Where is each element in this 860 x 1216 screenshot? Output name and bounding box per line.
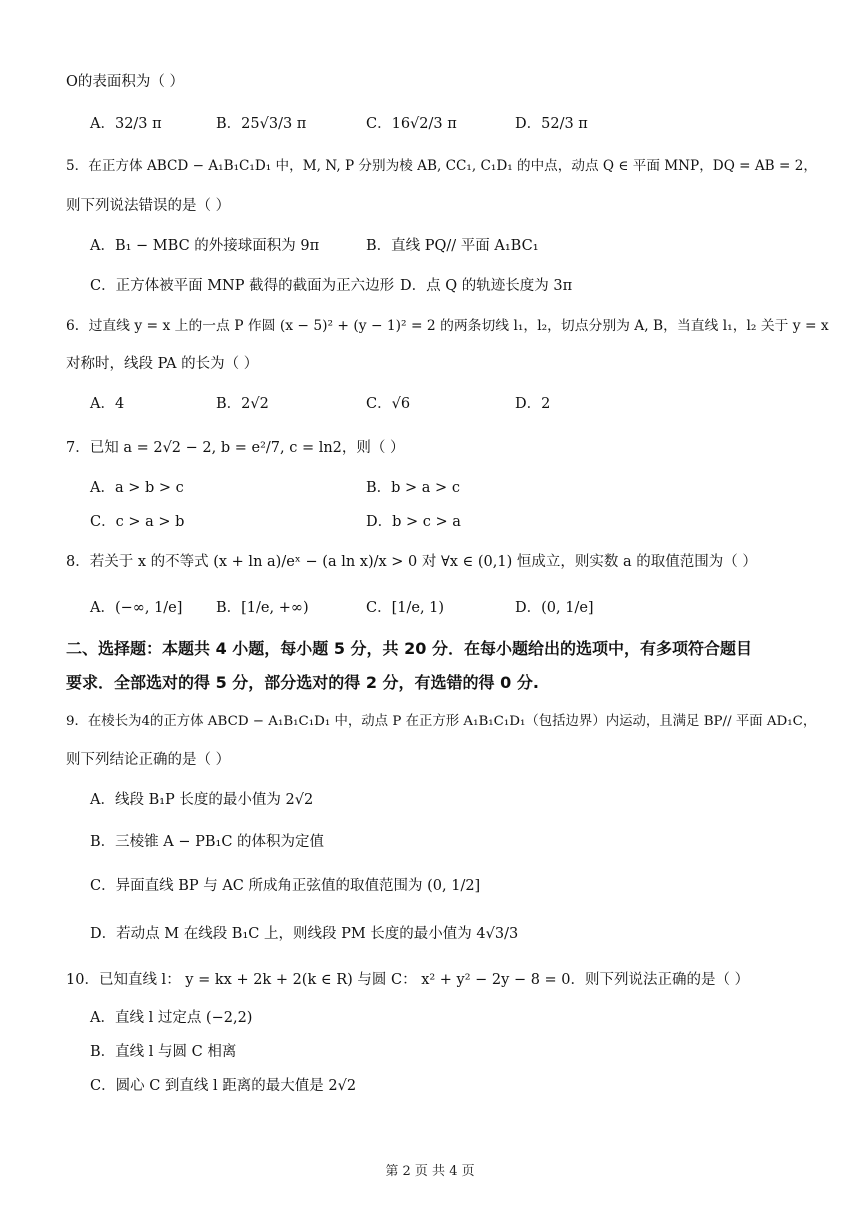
q10-option-b: B．直线 l 与圆 C 相离 [90,1044,237,1060]
q6-option-d: D．2 [515,396,551,412]
q4-option-b: B．25√3/3 π [216,116,307,132]
q8-option-a: A．(−∞, 1/e] [90,600,183,616]
q9-stem-line-2: 则下列结论正确的是（ ） [66,752,231,768]
q6-stem-line-2: 对称时，线段 PA 的长为（ ） [66,356,259,372]
q9-option-b: B．三棱锥 A − PB₁C 的体积为定值 [90,834,325,850]
q6-option-a: A．4 [90,396,125,412]
q8-stem: 8．若关于 x 的不等式 (x + ln a)/eˣ − (a ln x)/x > 0 对 ∀x ∈ (0,1) 恒成立，则实数 a 的取值范围为（ ） [66,554,757,570]
q5-stem-line-1: 5．在正方体 ABCD − A₁B₁C₁D₁ 中，M, N, P 分别为棱 AB, CC₁, C₁D₁ 的中点，动点 Q ∈ 平面 MNP，DQ = AB = 2， [66,158,817,174]
q10-stem: 10．已知直线 l： y = kx + 2k + 2(k ∈ R) 与圆 C： x² + y² − 2y − 8 = 0．则下列说法正确的是（ ） [66,972,750,988]
q7-stem: 7．已知 a = 2√2 − 2, b = e²/7, c = ln2，则（ ） [66,440,405,456]
q5-option-b: B．直线 PQ// 平面 A₁BC₁ [366,238,539,254]
q10-option-a: A．直线 l 过定点 (−2,2) [90,1010,253,1026]
q9-stem-line-1: 9．在棱长为4的正方体 ABCD − A₁B₁C₁D₁ 中，动点 P 在正方形 A₁B₁C₁D₁（包括边界）内运动，且满足 BP// 平面 AD₁C， [66,714,817,729]
q5-option-d: D．点 Q 的轨迹长度为 3π [400,278,573,294]
q10-option-c: C．圆心 C 到直线 l 距离的最大值是 2√2 [90,1078,357,1094]
q4-option-d: D．52/3 π [515,116,588,132]
q6-option-b: B．2√2 [216,396,269,412]
q8-option-d: D．(0, 1/e] [515,600,594,616]
section-2-heading-line-1: 二、选择题：本题共 4 小题，每小题 5 分，共 20 分．在每小题给出的选项中，有多项符合题目 [66,639,752,658]
q7-option-c: C．c > a > b [90,514,185,530]
q4-option-c: C．16√2/3 π [366,116,457,132]
q9-option-c: C．异面直线 BP 与 AC 所成角正弦值的取值范围为 (0, 1/2] [90,878,481,894]
section-2-heading-line-2: 要求．全部选对的得 5 分，部分选对的得 2 分，有选错的得 0 分. [66,673,539,692]
q5-option-a: A．B₁ − MBC 的外接球面积为 9π [90,238,320,254]
q8-option-c: C．[1/e, 1) [366,600,445,616]
q6-stem-line-1: 6．过直线 y = x 上的一点 P 作圆 (x − 5)² + (y − 1)² = 2 的两条切线 l₁，l₂，切点分别为 A, B，当直线 l₁，l₂ 关于 y = x [66,318,829,334]
q4-option-a: A．32/3 π [90,116,162,132]
q7-option-d: D．b > c > a [366,514,461,530]
q5-stem-line-2: 则下列说法错误的是（ ） [66,198,231,214]
q7-option-a: A．a > b > c [90,480,184,496]
q9-option-a: A．线段 B₁P 长度的最小值为 2√2 [90,792,314,808]
q5-option-c: C．正方体被平面 MNP 截得的截面为正六边形 [90,278,395,294]
q6-option-c: C．√6 [366,396,411,412]
q7-option-b: B．b > a > c [366,480,460,496]
q9-option-d: D．若动点 M 在线段 B₁C 上，则线段 PM 长度的最小值为 4√3/3 [90,926,519,942]
page-footer: 第 2 页 共 4 页 [385,1164,475,1179]
q4-stem-tail: O的表面积为（ ） [66,74,184,90]
q8-option-b: B．[1/e, +∞) [216,600,309,616]
